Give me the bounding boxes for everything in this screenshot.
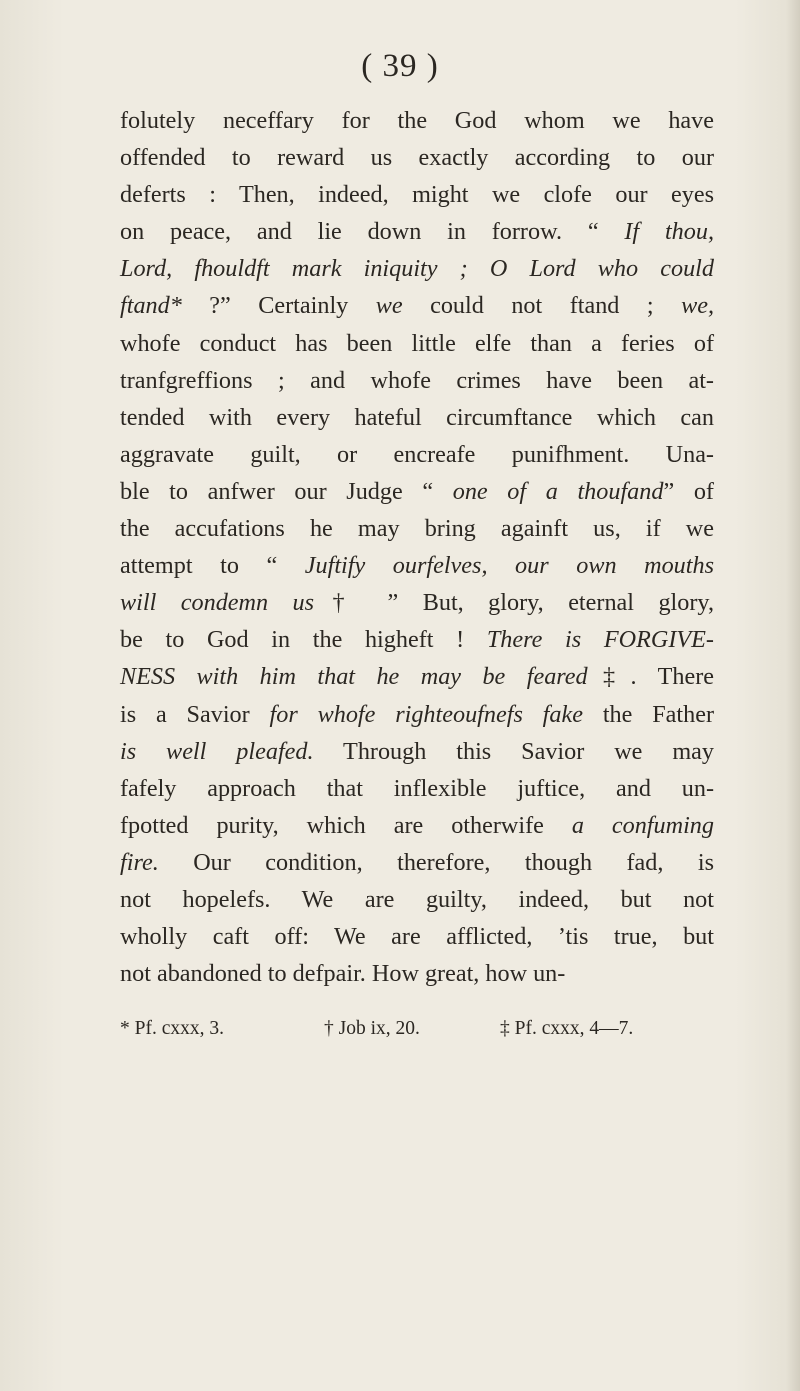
text-run: ble to anfwer our Judge “ bbox=[120, 477, 453, 505]
text-run: is a Savior bbox=[120, 700, 270, 728]
text-line bbox=[120, 436, 714, 473]
italic-run: If thou, bbox=[624, 218, 714, 246]
text-line bbox=[120, 955, 714, 992]
text-run: Through this Savior we may bbox=[313, 737, 714, 765]
text-run: ” of bbox=[663, 477, 714, 505]
text-run: Our condition, therefore, though fad, is bbox=[158, 848, 714, 876]
text-run: not hopelefs. We are guilty, indeed, but not bbox=[120, 885, 714, 913]
page-edge-shadow bbox=[786, 0, 800, 1391]
italic-run: fire. bbox=[120, 848, 159, 876]
text-run: fpotted purity, which are otherwife bbox=[120, 811, 572, 839]
text-line bbox=[120, 399, 714, 436]
text-line bbox=[120, 770, 714, 807]
text-line bbox=[120, 918, 714, 955]
text-run: attempt to “ bbox=[120, 552, 305, 580]
text-line bbox=[120, 176, 714, 213]
text-run: ?” Certainly bbox=[181, 292, 376, 320]
text-line bbox=[120, 844, 714, 881]
footnote-1: * Pf. cxxx, 3. bbox=[120, 1018, 224, 1039]
text-line bbox=[120, 102, 714, 139]
text-run: the accufations he may bring againft us, if we bbox=[120, 515, 714, 543]
text-run: † ” But, glory, eternal glory, bbox=[314, 589, 714, 617]
italic-run: will condemn us bbox=[120, 589, 315, 617]
text-line bbox=[120, 881, 714, 918]
text-line bbox=[120, 547, 714, 584]
italic-run: Lord, fhouldft mark iniquity ; O Lord who could bbox=[120, 255, 714, 283]
text-run: wholly caft off: We are afflicted, ’tis true, but bbox=[120, 923, 714, 951]
text-line bbox=[120, 362, 714, 399]
text-run: whofe conduct has been little elfe than a feries of bbox=[120, 329, 714, 357]
italic-run: There is FORGIVE- bbox=[486, 626, 714, 654]
text-line bbox=[120, 510, 714, 547]
text-line bbox=[120, 325, 714, 362]
text-line bbox=[120, 250, 714, 287]
text-run: on peace, and lie down in forrow. “ bbox=[120, 218, 625, 246]
text-line bbox=[120, 473, 714, 510]
text-line bbox=[120, 621, 714, 658]
text-line bbox=[120, 658, 714, 695]
text-run: be to God in the higheft ! bbox=[120, 626, 487, 654]
text-run: tranfgreffions ; and whofe crimes have been at- bbox=[120, 366, 714, 394]
italic-run: one of a thoufand bbox=[452, 477, 664, 505]
text-run: offended to reward us exactly according to our bbox=[120, 144, 714, 172]
page-number: ( 39 ) bbox=[361, 48, 439, 84]
text-run: not abandoned to defpair. How great, how un- bbox=[120, 960, 566, 988]
text-line bbox=[120, 807, 714, 844]
footnote-2: † Job ix, 20. bbox=[324, 1018, 420, 1039]
text-run: fafely approach that inflexible juftice, and un- bbox=[120, 774, 714, 802]
text-line bbox=[120, 139, 714, 176]
text-run: the Father bbox=[582, 700, 714, 728]
italic-run: is well pleafed. bbox=[120, 737, 314, 765]
italic-run: Juftify ourfelves, our own mouths bbox=[304, 552, 714, 580]
text-run: tended with every hateful circumftance which can bbox=[120, 403, 714, 431]
text-run: could not ftand ; bbox=[402, 292, 682, 320]
text-line bbox=[120, 213, 714, 250]
text-line bbox=[120, 287, 714, 324]
text-line bbox=[120, 584, 714, 621]
text-run: deferts : Then, indeed, might we clofe our eyes bbox=[120, 181, 714, 209]
text-line bbox=[120, 696, 714, 733]
italic-run: NESS with him that he may be feared bbox=[120, 663, 588, 691]
italic-run: we, bbox=[681, 292, 715, 320]
italic-run: ftand* bbox=[120, 292, 182, 320]
text-run: aggravate guilt, or encreafe punifhment. Una- bbox=[120, 440, 714, 468]
text-line bbox=[120, 733, 714, 770]
body-text bbox=[120, 102, 714, 992]
footnote-3: ‡ Pf. cxxx, 4—7. bbox=[500, 1018, 634, 1039]
italic-run: a confuming bbox=[571, 811, 714, 839]
italic-run: we bbox=[375, 292, 403, 320]
italic-run: for whofe righteoufnefs fake bbox=[269, 700, 583, 728]
text-run: folutely neceffary for the God whom we have bbox=[120, 107, 714, 134]
text-run: ‡. There bbox=[587, 663, 714, 691]
footnotes bbox=[120, 1015, 714, 1043]
